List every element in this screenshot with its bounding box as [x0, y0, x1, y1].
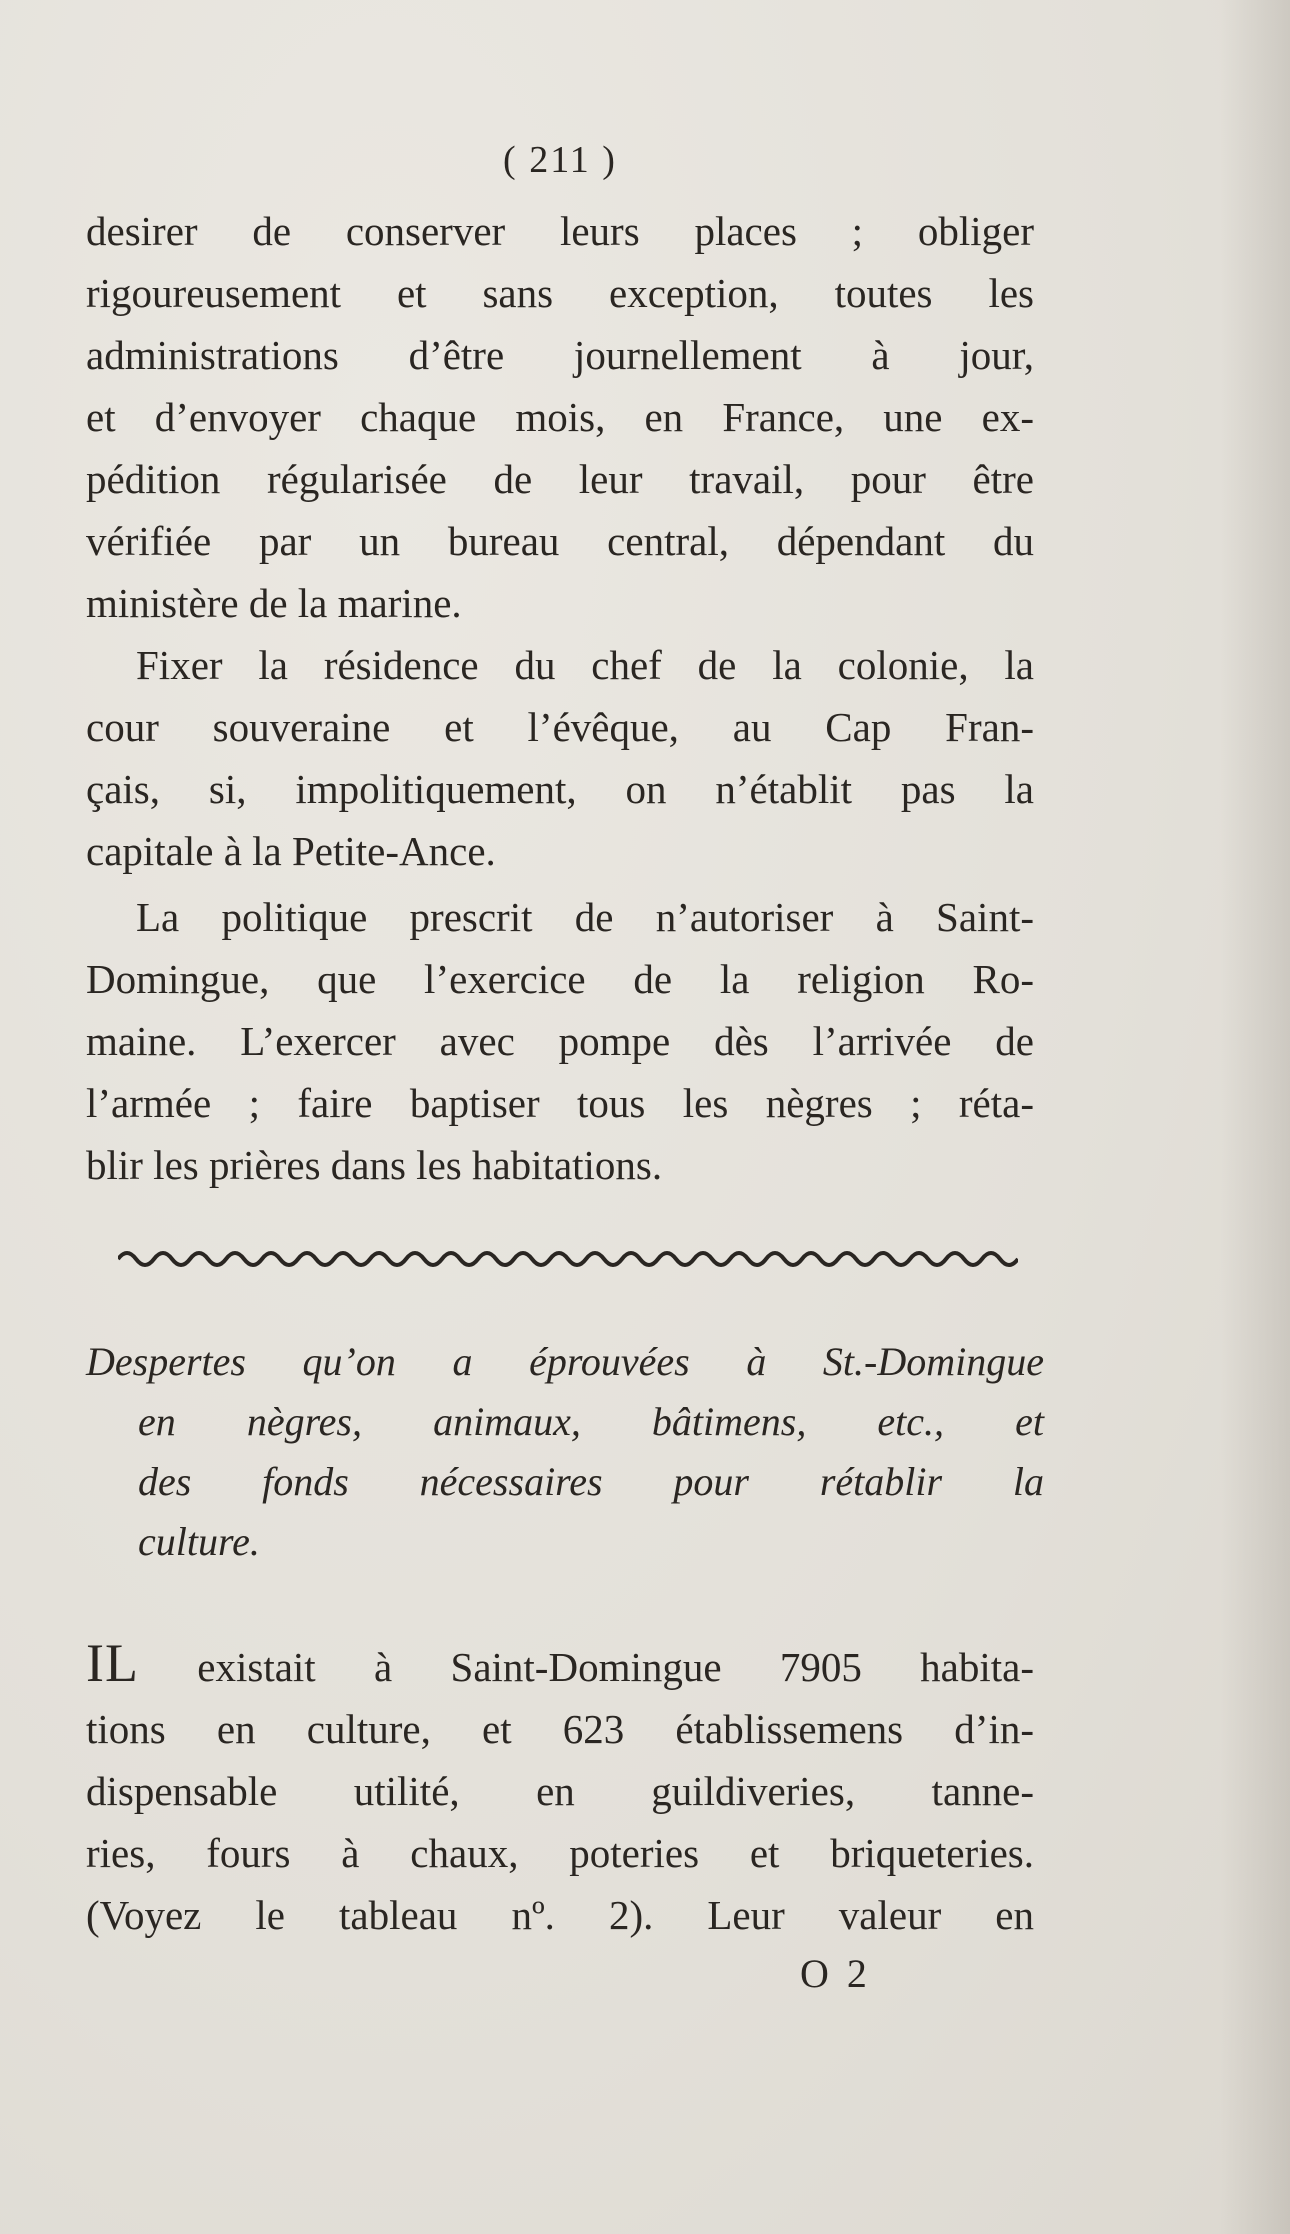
paragraph-1	[86, 200, 1034, 634]
paragraph-2	[86, 634, 1034, 882]
signature-mark: O 2	[800, 1951, 871, 1996]
text-line: maine. L’exercer avec pompe dès l’arrivée de	[86, 1018, 1034, 1064]
heading-line: Despertes qu’on a éprouvées à St.-Domingue	[86, 1339, 1044, 1384]
text-line: desirer de conserver leurs places ; obliger	[86, 208, 1034, 254]
text-line: Domingue, que l’exercice de la religion Ro-	[86, 956, 1034, 1002]
text-line: ministère de la marine.	[86, 580, 462, 626]
text-line: dispensable utilité, en guildiveries, tanne-	[86, 1768, 1034, 1814]
text-line: ries, fours à chaux, poteries et briqueteries.	[86, 1830, 1034, 1876]
text-line: La politique prescrit de n’autoriser à Saint-	[136, 894, 1034, 940]
text-line: cour souveraine et l’évêque, au Cap Fran-	[86, 704, 1034, 750]
heading-line: culture.	[138, 1519, 260, 1564]
text-line: capitale à la Petite-Ance.	[86, 828, 496, 874]
page-number: ( 211 )	[503, 139, 617, 181]
text-line: vérifiée par un bureau central, dépendant du	[86, 518, 1034, 564]
text-line: administrations d’être journellement à jour,	[86, 332, 1034, 378]
text-line: çais, si, impolitiquement, on n’établit pas la	[86, 766, 1034, 812]
text-line: rigoureusement et sans exception, toutes les	[86, 270, 1034, 316]
text-line: et d’envoyer chaque mois, en France, une ex-	[86, 394, 1034, 440]
text-line: existait à Saint-Domingue 7905 habita-	[197, 1644, 1034, 1690]
text-line: tions en culture, et 623 établissemens d’in-	[86, 1706, 1034, 1752]
heading-line: des fonds nécessaires pour rétablir la	[138, 1459, 1044, 1504]
paragraph-4	[86, 1632, 1034, 1946]
heading-line: en nègres, animaux, bâtimens, etc., et	[138, 1399, 1044, 1444]
wavy-rule-ornament	[118, 1241, 1018, 1269]
text-line: Fixer la résidence du chef de la colonie, la	[136, 642, 1034, 688]
section-heading	[86, 1332, 1044, 1572]
text-line-with-dropcap	[86, 1632, 1034, 1698]
dropcap: IL	[86, 1633, 139, 1693]
text-line: (Voyez le tableau nº. 2). Leur valeur en	[86, 1892, 1034, 1938]
text-line: l’armée ; faire baptiser tous les nègres ; réta-	[86, 1080, 1034, 1126]
paragraph-3	[86, 886, 1034, 1196]
text-line: blir les prières dans les habitations.	[86, 1142, 663, 1188]
text-line: pédition régularisée de leur travail, pour être	[86, 456, 1034, 502]
ornament-wave	[118, 1253, 1018, 1265]
